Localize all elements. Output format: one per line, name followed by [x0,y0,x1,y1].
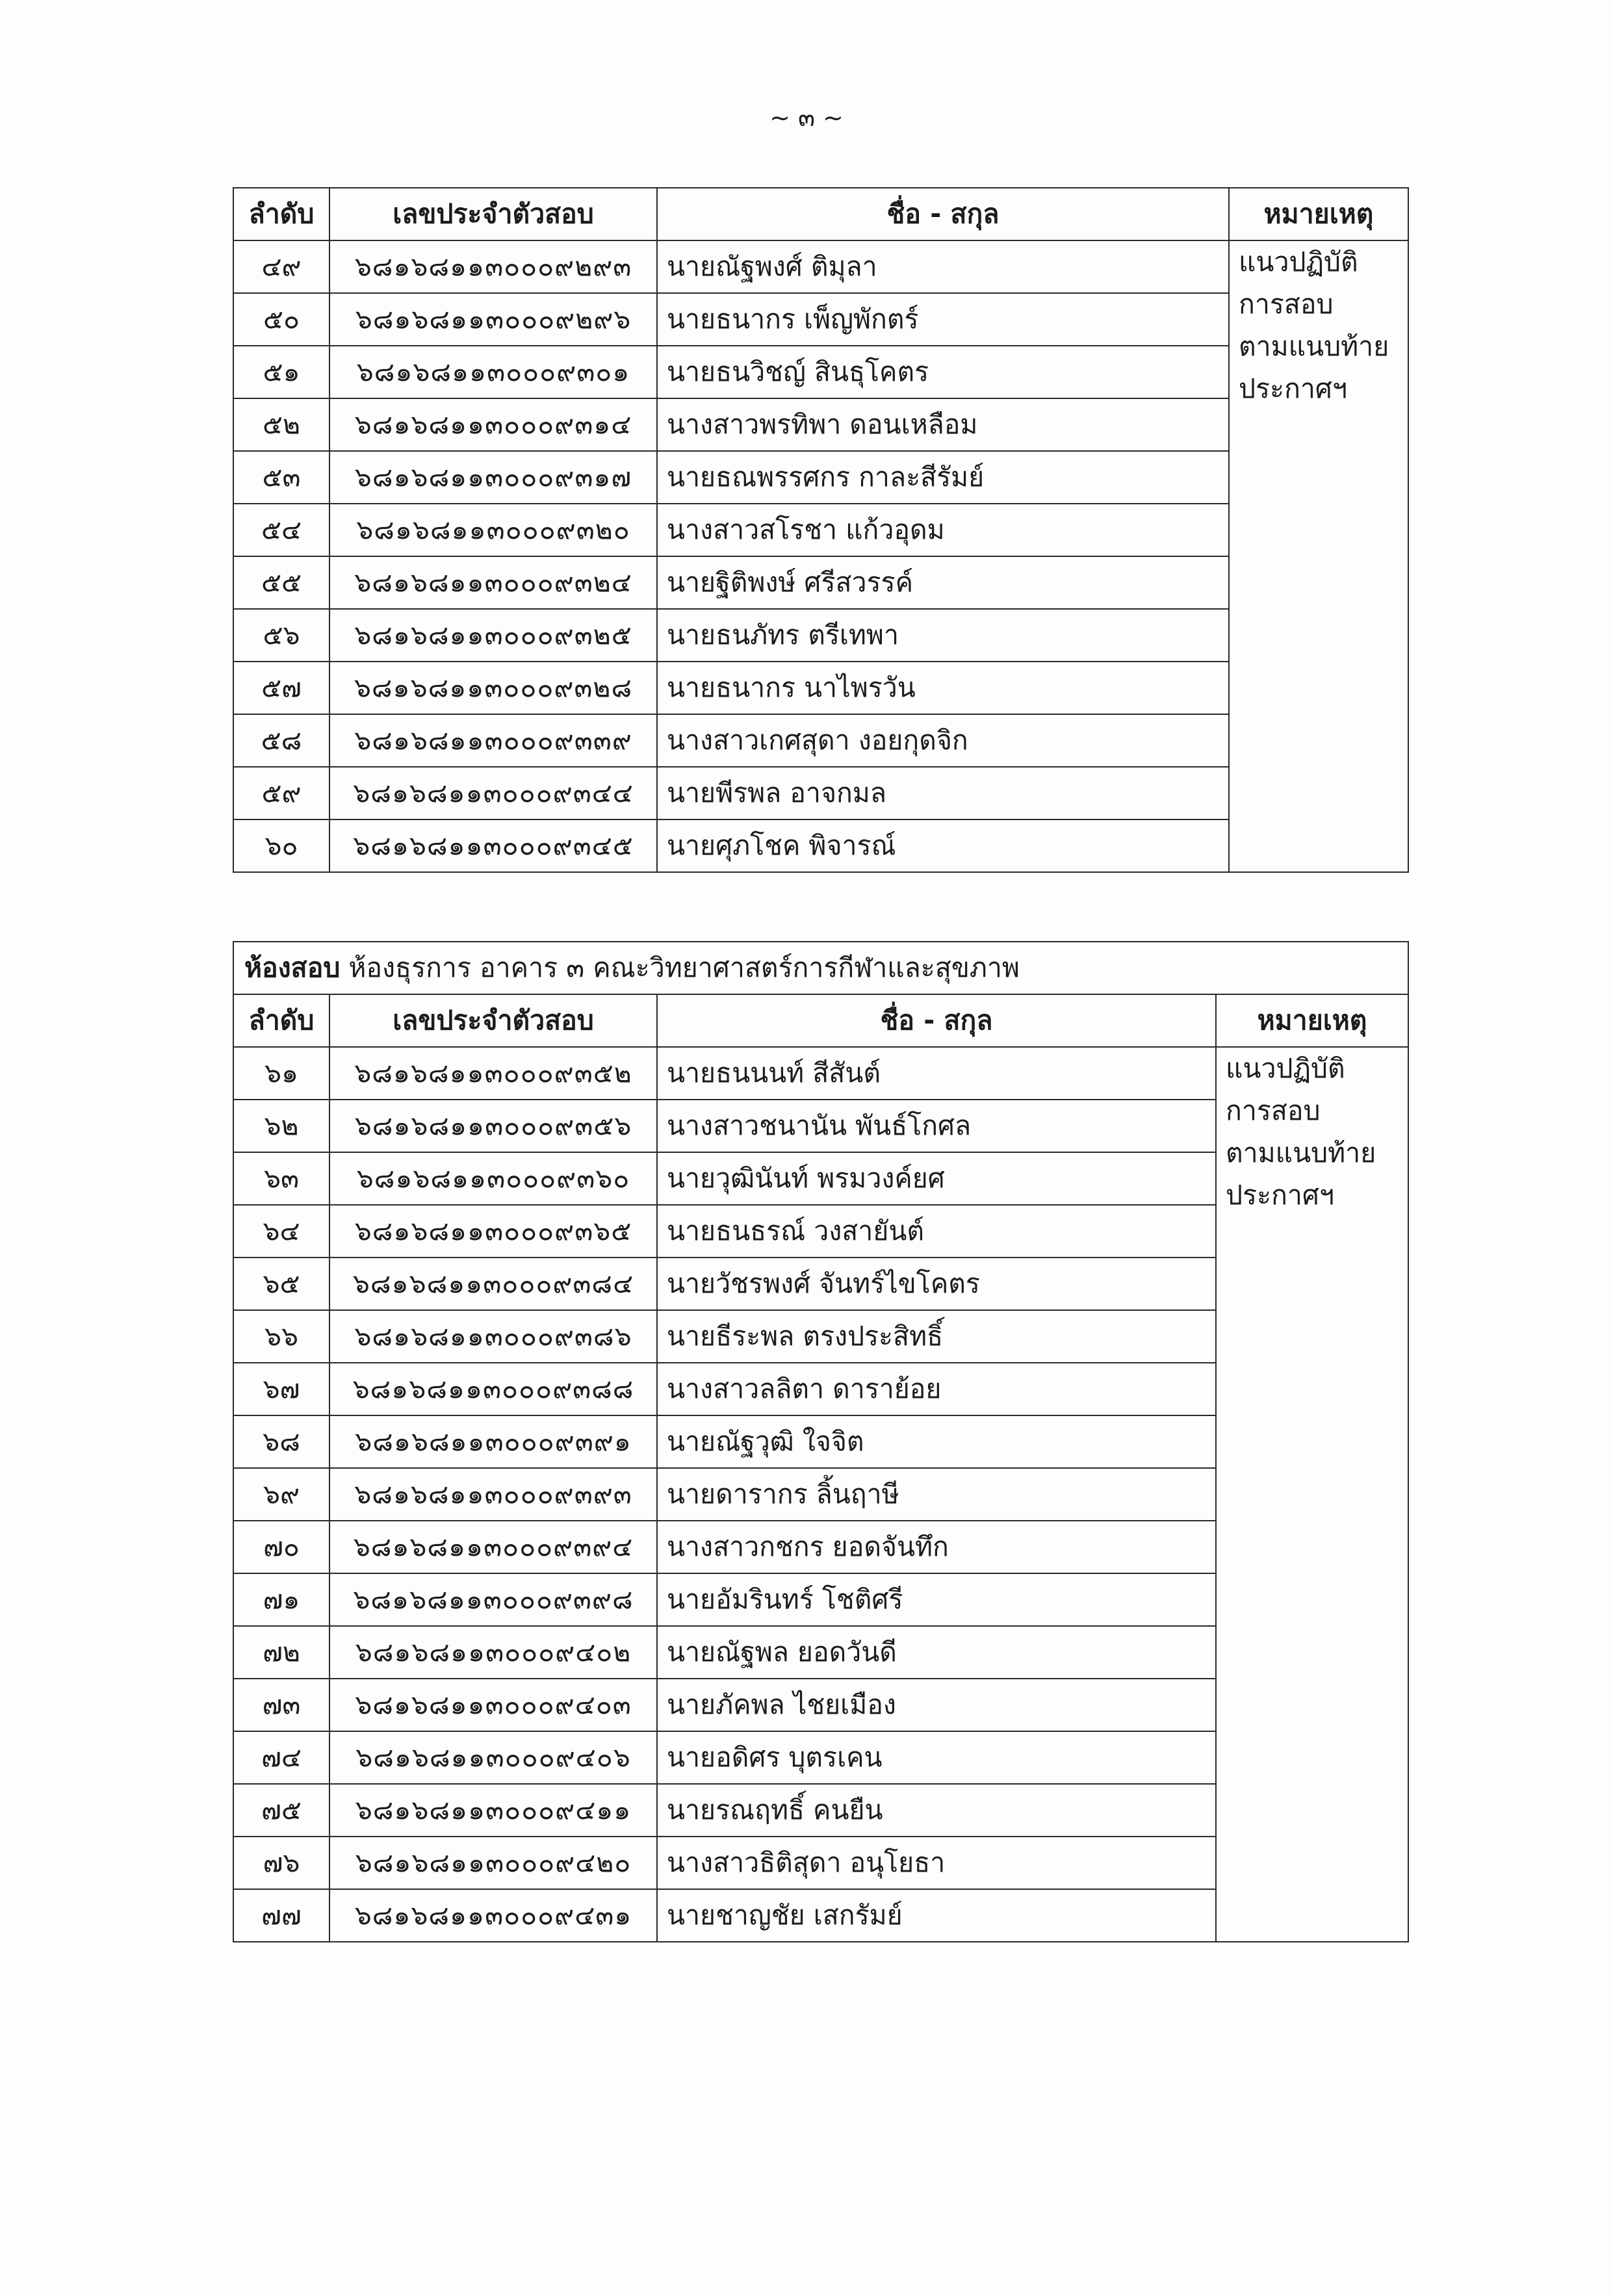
order-cell: ๕๕ [233,556,329,609]
room-row [233,942,1408,994]
exam-id-cell: ๖๘๑๖๘๑๑๓๐๐๐๙๓๒๔ [329,556,657,609]
name-cell: นางสาวกชกร ยอดจันทึก [657,1521,1216,1573]
exam-id-cell: ๖๘๑๖๘๑๑๓๐๐๐๙๒๙๖ [329,293,657,346]
name-cell: นายชาญชัย เสกรัมย์ [657,1889,1216,1942]
exam-id-cell: ๖๘๑๖๘๑๑๓๐๐๐๙๓๔๕ [329,819,657,872]
name-cell: นายธนภัทร ตรีเทพา [657,609,1229,662]
header-name: ชื่อ - สกุล [657,188,1229,240]
exam-id-cell: ๖๘๑๖๘๑๑๓๐๐๐๙๓๓๙ [329,714,657,767]
name-cell: นายณัฐพล ยอดวันดี [657,1626,1216,1679]
name-cell: นายณัฐวุฒิ ใจจิต [657,1415,1216,1468]
header-row [233,188,1408,240]
order-cell: ๖๔ [233,1205,329,1258]
remark-line: แนวปฏิบัติ [1239,246,1358,277]
header-exam-id: เลขประจำตัวสอบ [329,994,657,1047]
exam-id-cell: ๖๘๑๖๘๑๑๓๐๐๐๙๔๓๑ [329,1889,657,1942]
order-cell: ๗๕ [233,1784,329,1837]
remark-cell [1216,1047,1408,1942]
order-cell: ๕๙ [233,767,329,819]
exam-id-cell: ๖๘๑๖๘๑๑๓๐๐๐๙๓๙๘ [329,1573,657,1626]
order-cell: ๕๘ [233,714,329,767]
order-cell: ๕๓ [233,451,329,504]
order-cell: ๗๑ [233,1573,329,1626]
name-cell: นายธณพรรศกร กาละสีรัมย์ [657,451,1229,504]
order-cell: ๕๗ [233,662,329,714]
exam-id-cell: ๖๘๑๖๘๑๑๓๐๐๐๙๔๒๐ [329,1837,657,1889]
exam-id-cell: ๖๘๑๖๘๑๑๓๐๐๐๙๓๑๗ [329,451,657,504]
exam-id-cell: ๖๘๑๖๘๑๑๓๐๐๐๙๓๖๕ [329,1205,657,1258]
name-cell: นางสาวสโรชา แก้วอุดม [657,504,1229,556]
exam-id-cell: ๖๘๑๖๘๑๑๓๐๐๐๙๓๙๔ [329,1521,657,1573]
remark-line: ประกาศฯ [1226,1180,1334,1211]
order-cell: ๖๗ [233,1363,329,1415]
order-cell: ๖๐ [233,819,329,872]
name-cell: นายธนธรณ์ วงสายันต์ [657,1205,1216,1258]
header-name: ชื่อ - สกุล [657,994,1216,1047]
name-cell: นายอัมรินทร์ โชติศรี [657,1573,1216,1626]
order-cell: ๕๔ [233,504,329,556]
exam-id-cell: ๖๘๑๖๘๑๑๓๐๐๐๙๓๒๘ [329,662,657,714]
exam-id-cell: ๖๘๑๖๘๑๑๓๐๐๐๙๒๙๓ [329,240,657,293]
table-body [233,240,1408,872]
name-cell: นายธนนนท์ สีสันต์ [657,1047,1216,1100]
order-cell: ๗๖ [233,1837,329,1889]
exam-id-cell: ๖๘๑๖๘๑๑๓๐๐๐๙๓๘๘ [329,1363,657,1415]
header-exam-id: เลขประจำตัวสอบ [329,188,657,240]
name-cell: นายธนากร เพ็ญพักตร์ [657,293,1229,346]
order-cell: ๔๙ [233,240,329,293]
name-cell: นางสาวพรทิพา ดอนเหลือม [657,398,1229,451]
order-cell: ๗๗ [233,1889,329,1942]
header-remark: หมายเหตุ [1229,188,1408,240]
order-cell: ๗๓ [233,1679,329,1731]
name-cell: นายพีรพล อาจกมล [657,767,1229,819]
name-cell: นายอดิศร บุตรเคน [657,1731,1216,1784]
exam-id-cell: ๖๘๑๖๘๑๑๓๐๐๐๙๓๕๖ [329,1100,657,1152]
order-cell: ๗๔ [233,1731,329,1784]
exam-id-cell: ๖๘๑๖๘๑๑๓๐๐๐๙๓๒๐ [329,504,657,556]
table-row [233,1047,1408,1100]
header-order: ลำดับ [233,994,329,1047]
name-cell: นายวุฒินันท์ พรมวงค์ยศ [657,1152,1216,1205]
exam-id-cell: ๖๘๑๖๘๑๑๓๐๐๐๙๔๑๑ [329,1784,657,1837]
room-label: ห้องสอบ [244,952,341,983]
name-cell: นายรณฤทธิ์ คนยืน [657,1784,1216,1837]
name-cell: นางสาวชนานัน พันธ์โกศล [657,1100,1216,1152]
exam-id-cell: ๖๘๑๖๘๑๑๓๐๐๐๙๓๙๓ [329,1468,657,1521]
name-cell: นางสาวลลิตา ดาราย้อย [657,1363,1216,1415]
order-cell: ๕๖ [233,609,329,662]
order-cell: ๗๒ [233,1626,329,1679]
order-cell: ๖๓ [233,1152,329,1205]
order-cell: ๕๒ [233,398,329,451]
exam-id-cell: ๖๘๑๖๘๑๑๓๐๐๐๙๓๘๔ [329,1258,657,1310]
exam-id-cell: ๖๘๑๖๘๑๑๓๐๐๐๙๓๖๐ [329,1152,657,1205]
name-cell: นายธนวิชญ์ สินธุโคตร [657,346,1229,398]
exam-id-cell: ๖๘๑๖๘๑๑๓๐๐๐๙๔๐๖ [329,1731,657,1784]
exam-id-cell: ๖๘๑๖๘๑๑๓๐๐๐๙๓๐๑ [329,346,657,398]
exam-id-cell: ๖๘๑๖๘๑๑๓๐๐๐๙๓๕๒ [329,1047,657,1100]
order-cell: ๖๖ [233,1310,329,1363]
exam-room-table [233,941,1409,1942]
exam-id-cell: ๖๘๑๖๘๑๑๓๐๐๐๙๓๑๔ [329,398,657,451]
remark-line: การสอบ [1226,1095,1321,1126]
order-cell: ๕๑ [233,346,329,398]
order-cell: ๖๙ [233,1468,329,1521]
name-cell: นายณัฐพงศ์ ติมุลา [657,240,1229,293]
name-cell: นางสาวเกศสุดา งอยกุดจิก [657,714,1229,767]
name-cell: นายดารากร ลิ้นฤาษี [657,1468,1216,1521]
header-order: ลำดับ [233,188,329,240]
table-body [233,1047,1408,1942]
header-row [233,994,1408,1047]
order-cell: ๗๐ [233,1521,329,1573]
table-row [233,240,1408,293]
order-cell: ๖๘ [233,1415,329,1468]
order-cell: ๖๑ [233,1047,329,1100]
name-cell: นายศุภโชค พิจารณ์ [657,819,1229,872]
room-name: ห้องธุรการ อาคาร ๓ คณะวิทยาศาสตร์การกีฬาและสุขภาพ [348,952,1020,983]
remark-line: แนวปฏิบัติ [1226,1053,1345,1084]
name-cell: นายวัชรพงศ์ จันทร์ไขโคตร [657,1258,1216,1310]
order-cell: ๕๐ [233,293,329,346]
name-cell: นางสาวธิติสุดา อนุโยธา [657,1837,1216,1889]
remark-cell [1229,240,1408,872]
exam-id-cell: ๖๘๑๖๘๑๑๓๐๐๐๙๓๒๕ [329,609,657,662]
name-cell: นายธีระพล ตรงประสิทธิ์ [657,1310,1216,1363]
exam-id-cell: ๖๘๑๖๘๑๑๓๐๐๐๙๔๐๒ [329,1626,657,1679]
remark-line: ตามแนบท้าย [1226,1137,1376,1168]
room-cell [233,942,1408,994]
exam-id-cell: ๖๘๑๖๘๑๑๓๐๐๐๙๓๘๖ [329,1310,657,1363]
name-cell: นายภัคพล ไชยเมือง [657,1679,1216,1731]
name-cell: นายฐิติพงษ์ ศรีสวรรค์ [657,556,1229,609]
name-cell: นายธนากร นาไพรวัน [657,662,1229,714]
header-remark: หมายเหตุ [1216,994,1408,1047]
order-cell: ๖๒ [233,1100,329,1152]
remark-line: ตามแนบท้าย [1239,331,1389,362]
remark-line: การสอบ [1239,289,1334,320]
exam-id-cell: ๖๘๑๖๘๑๑๓๐๐๐๙๓๙๑ [329,1415,657,1468]
exam-table-continued [233,187,1409,873]
page-number: ~ ๓ ~ [769,103,844,132]
exam-id-cell: ๖๘๑๖๘๑๑๓๐๐๐๙๓๔๔ [329,767,657,819]
exam-id-cell: ๖๘๑๖๘๑๑๓๐๐๐๙๔๐๓ [329,1679,657,1731]
remark-line: ประกาศฯ [1239,373,1347,404]
order-cell: ๖๕ [233,1258,329,1310]
